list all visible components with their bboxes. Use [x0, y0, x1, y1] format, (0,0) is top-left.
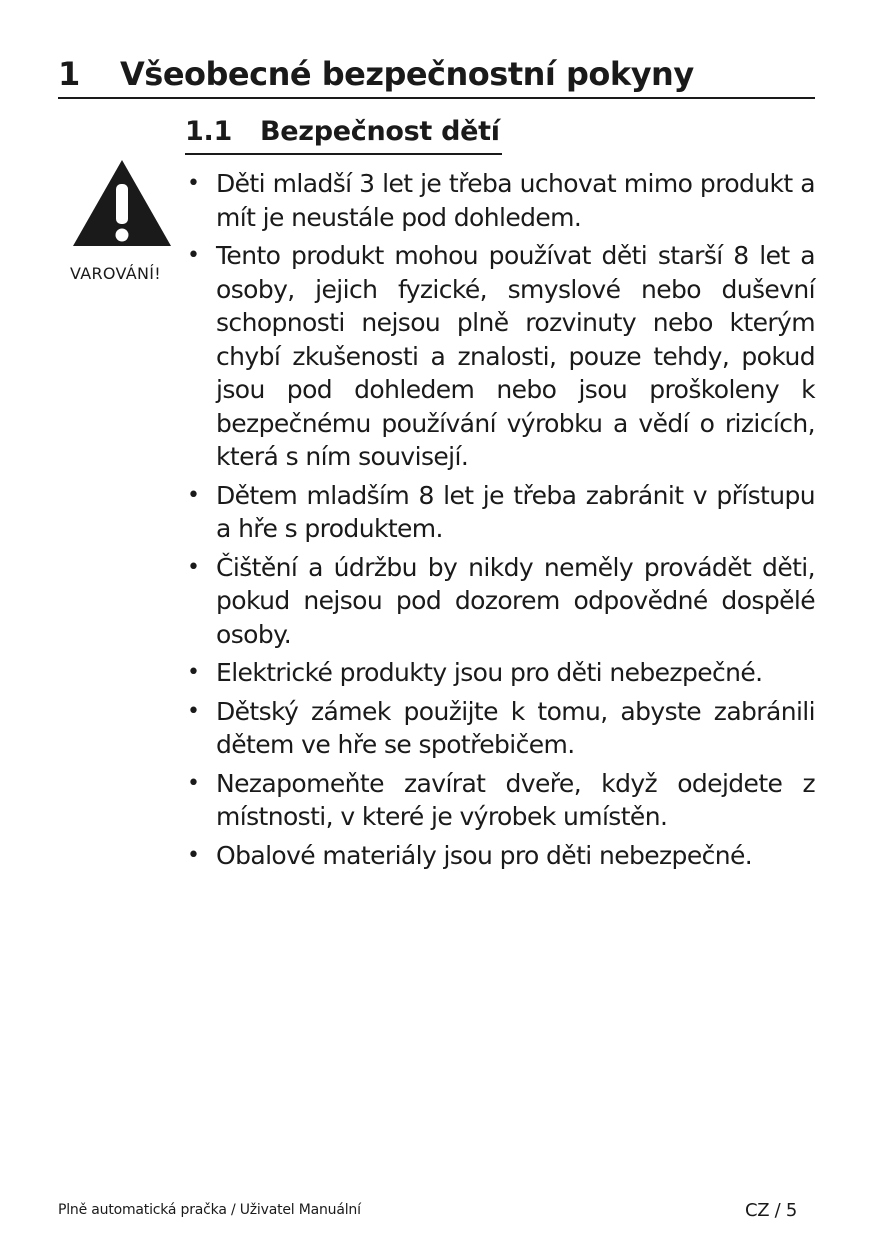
list-item-text: Nezapomeňte zavírat dveře, když odejdete z místnosti, v které je výrobek umístěn.: [216, 768, 815, 831]
safety-bullet-list: [185, 167, 815, 877]
bullet-icon: •: [187, 770, 200, 796]
warning-triangle-icon: [71, 158, 173, 248]
subsection-number: 1.1: [185, 116, 232, 147]
list-item-text: Děti mladší 3 let je třeba uchovat mimo produkt a mít je neustále pod dohledem.: [216, 169, 815, 232]
list-item: [185, 656, 815, 690]
list-item-text: Tento produkt mohou používat děti starší 8 let a osoby, jejich fyzické, smyslové nebo duševní schopnosti nejsou plně rozvinuty nebo kterým chybí zkušenosti a znalosti, pouze tehdy, pokud jsou pod dohledem nebo jsou proškoleny k bezpečnému používání výrobku a vědí o rizicích, která s ním souvisejí.: [216, 241, 815, 471]
list-item-text: Elektrické produkty jsou pro děti nebezpečné.: [216, 658, 763, 687]
subsection-title: Bezpečnost dětí: [260, 116, 500, 147]
subsection-heading: [185, 113, 502, 155]
list-item: [185, 695, 815, 762]
bullet-icon: •: [187, 482, 200, 508]
list-item: [185, 479, 815, 546]
list-item: [185, 839, 815, 873]
bullet-icon: •: [187, 171, 200, 196]
list-item: [185, 239, 815, 474]
section-number: 1: [58, 55, 80, 93]
bullet-icon: •: [187, 554, 200, 580]
list-item-text: Dětský zámek použijte k tomu, abyste zabránili dětem ve hře se spotřebičem.: [216, 696, 815, 759]
list-item: [185, 167, 815, 234]
list-item: [185, 551, 815, 652]
bullet-icon: •: [187, 842, 200, 868]
footer-document-title: Plně automatická pračka / Uživatel Manuální: [58, 1202, 361, 1218]
warning-block: [62, 158, 192, 283]
list-item-text: Čištění a údržbu by nikdy neměly provádět děti, pokud nejsou pod dozorem odpovědné dospělé osoby.: [216, 552, 815, 649]
footer-page-number: CZ / 5: [744, 1200, 797, 1221]
list-item-text: Dětem mladším 8 let je třeba zabránit v přístupu a hře s produktem.: [216, 480, 815, 543]
warning-label: VAROVÁNÍ!: [70, 264, 161, 283]
section-heading: [58, 52, 815, 99]
bullet-icon: •: [187, 698, 200, 724]
section-title: Všeobecné bezpečnostní pokyny: [120, 55, 694, 93]
bullet-icon: •: [187, 243, 200, 268]
list-item: [185, 767, 815, 834]
bullet-icon: •: [187, 660, 200, 685]
list-item-text: Obalové materiály jsou pro děti nebezpečné.: [216, 840, 753, 870]
